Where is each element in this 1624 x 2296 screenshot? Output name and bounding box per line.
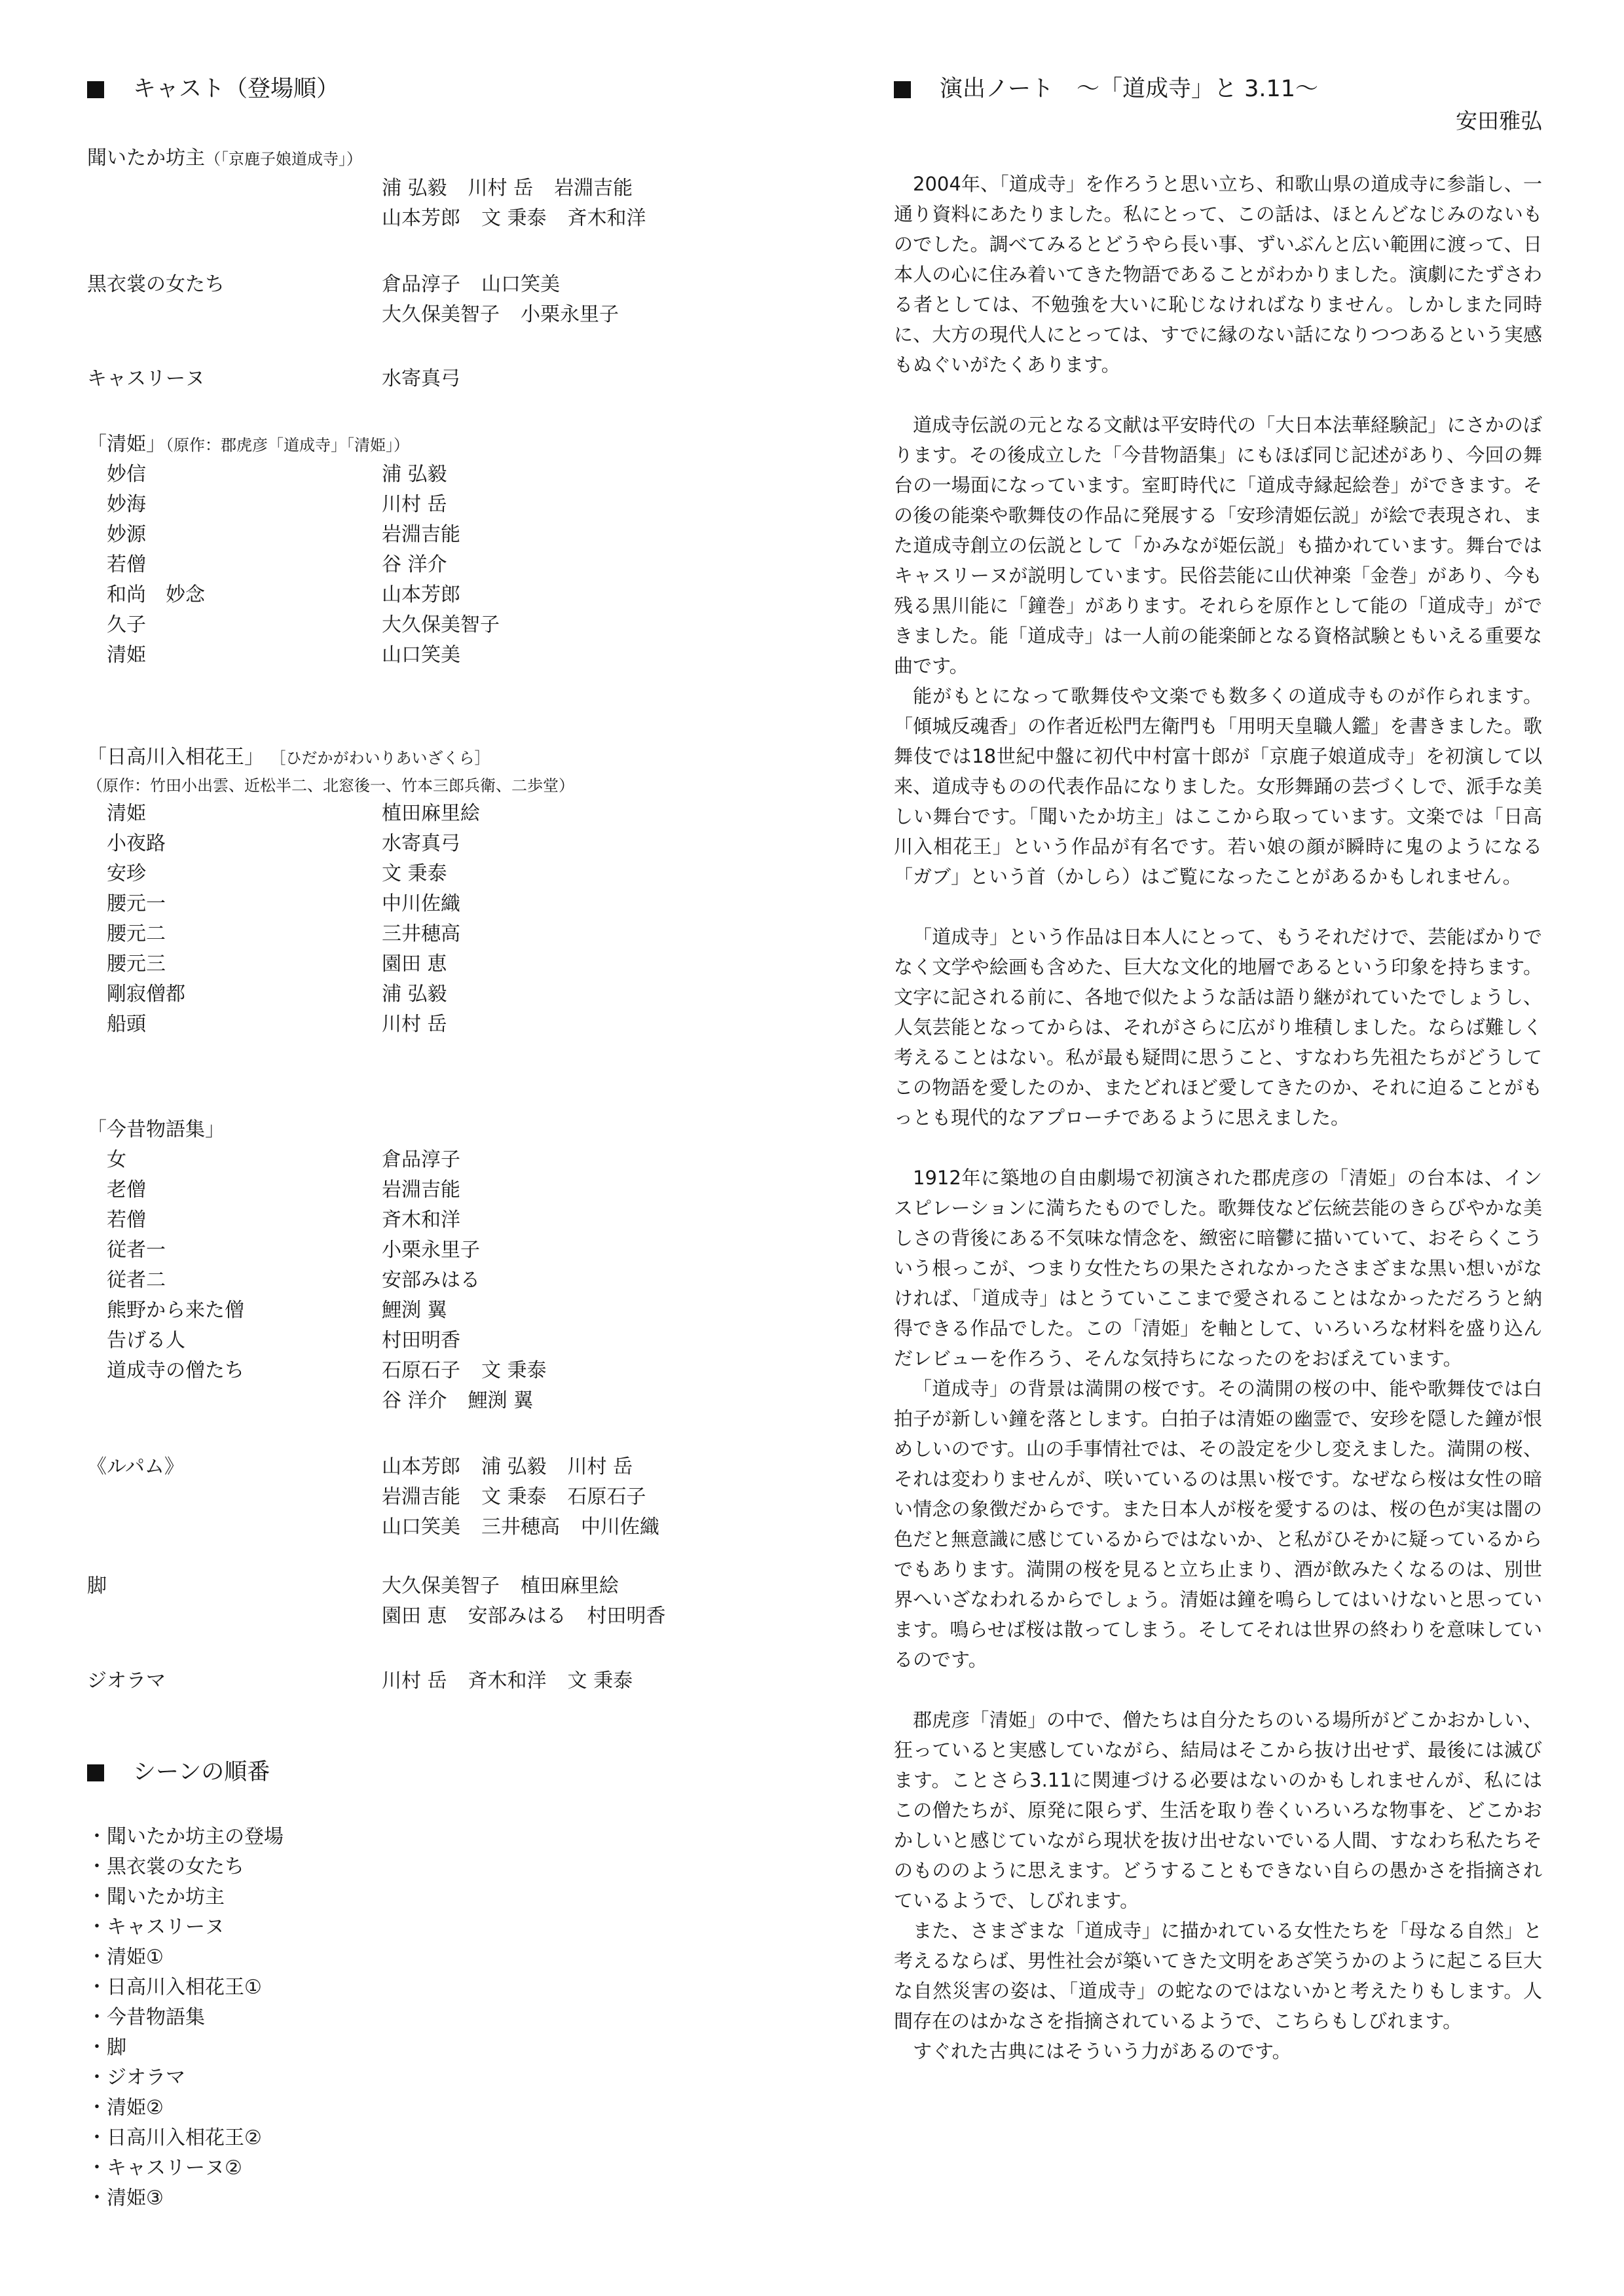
role-name: 黒衣裳の女たち [87,273,225,296]
role-name: 妙海 [107,493,146,516]
cast-row [87,1296,775,1326]
cast-row [87,610,775,640]
cast-row [87,1666,775,1696]
cast-group-hidakagawa [87,742,775,1040]
cast-row [87,550,775,580]
cast-row [87,490,775,520]
actor-name: 山本芳郎 [382,207,460,230]
actor-name: 園田 恵 [382,1605,447,1628]
actor-name: 岩淵吉能 [382,1485,460,1508]
actor-name: 倉品淳子 [382,273,460,296]
list-item: ・日高川入相花王② [87,2126,262,2149]
cast-row [87,1452,775,1482]
role-name: ジオラマ [87,1669,166,1692]
list-item: ・清姫② [87,2096,164,2119]
role-name: 道成寺の僧たち [107,1359,244,1382]
cast-row [87,300,775,330]
role-name: 剛寂僧都 [107,983,185,1006]
role-name: 熊野から来た僧 [107,1299,244,1322]
paragraph: すぐれた古典にはそういう力があるのです。 [913,2040,1291,2062]
actor-name: 鯉渕 翼 [468,1389,534,1412]
actor-name: 村田明香 [587,1605,666,1628]
role-name: 久子 [107,613,146,636]
role-name: 従者二 [107,1269,166,1292]
actor-name: 文 秉泰 [567,1669,633,1692]
cast-row [87,1571,775,1601]
role-name: 清姫 [107,644,146,666]
actor-name: 大久保美智子 [382,303,500,326]
cast-row [87,859,775,889]
cast-group-castreine [87,364,775,394]
actor-name: 山本芳郎 [382,583,460,606]
group-title: 「清姫」（原作：郡虎彦「道成寺」「清姫」） [87,433,409,456]
role-name: 和尚 妙念 [107,583,205,606]
role-name: 清姫 [107,802,146,825]
actor-name: 谷 洋介 [382,553,447,576]
actor-name: 川村 岳 [468,177,534,200]
actor-name: 谷 洋介 [382,1389,447,1412]
actor-name: 三井穂高 [481,1516,560,1539]
group-title: 「日高川入相花王」 ［ひだかがわいりあいざくら］ [87,746,490,769]
actor-name: 浦 弘毅 [382,177,447,200]
role-name: 従者一 [107,1239,166,1262]
cast-row [87,460,775,490]
actor-name: 斉木和洋 [382,1209,460,1231]
cast-row [87,1235,775,1266]
role-name: 若僧 [107,1209,146,1231]
role-name: 脚 [87,1575,107,1597]
actor-name: 文 秉泰 [481,1485,547,1508]
actor-name: 岩淵吉能 [382,1178,460,1201]
actor-name: 大久保美智子 [382,1575,500,1597]
cast-row [87,640,775,670]
actor-name: 岩淵吉能 [382,523,460,546]
cast-row [87,1266,775,1296]
notes-heading: 演出ノート ～「道成寺」と 3.11～ [894,75,1318,103]
role-name: キャスリーヌ [87,367,205,390]
cast-row [87,1145,775,1175]
paragraph: また、さまざまな「道成寺」に描かれている女性たちを「母なる自然」と考えるならば、男性社会が築いてきた文明をあざ笑うかのように起こる巨大な自然災害の姿は、「道成寺」の蛇なのではないかと考えたりもします。人間存在のはかなさを指摘されているようで、こちらもしびれます。 [894,1920,1542,2032]
actor-name: 浦 弘毅 [382,983,447,1006]
paragraph: 「道成寺」の背景は満開の桜です。その満開の桜の中、能や歌舞伎では白拍子が新しい鐘を落とします。白拍子は清姫の幽霊で、安珍を隠した鐘が恨めしいのです。山の手事情社では、その設定を少し変えました。満開の桜、それは変わりませんが、咲いているのは黒い桜です。なぜなら桜は女性の暗い情念の象徴だからです。また日本人が桜を愛するのは、桜の色が実は闇の色だと無意識に感じているからではないか、と私がひそかに疑っているからでもあります。満開の桜を見ると立ち止まり、酒が飲みたくなるのは、別世界へいざなわれるからでしょう。清姫は鐘を鳴らしてはいけないと思っています。鳴らせば桜は散ってしまう。そしてそれは世界の終わりを意味しているのです。 [894,1377,1542,1671]
list-item: ・聞いたか坊主 [87,1886,225,1908]
list-item: ・今昔物語集 [87,2006,205,2029]
actor-name: 安部みはる [468,1605,566,1628]
scene-list [87,1822,284,2214]
actor-name: 斉木和洋 [468,1669,547,1692]
square-bullet-icon [894,81,911,98]
cast-row [87,204,775,234]
role-name: 腰元一 [107,892,166,915]
actor-name: 鯉渕 翼 [382,1299,447,1322]
actor-name: 大久保美智子 [382,613,500,636]
cast-group-kokui [87,270,775,330]
list-item: ・日高川入相花王① [87,1976,262,1999]
actor-name: 山本芳郎 [382,1455,460,1478]
actor-name: 川村 岳 [567,1455,633,1478]
actor-name: 中川佐織 [581,1516,659,1539]
actor-name: 小栗永里子 [521,303,619,326]
cast-group-kiyohime [87,429,775,670]
actor-name: 岩淵吉能 [554,177,633,200]
actor-name: 文 秉泰 [481,207,547,230]
list-item: ・キャスリーヌ [87,1916,225,1939]
actor-name: 文 秉泰 [481,1359,547,1382]
paragraph: 「道成寺」という作品は日本人にとって、もうそれだけで、芸能ばかりでなく文学や絵画も含めた、巨大な文化的地層であるという印象を持ちます。文字に記される前に、各地で似たような話は語り継がれていたでしょうし、人気芸能となってからは、それがさらに広がり堆積しました。ならば難しく考えることはない。私が最も疑問に思うこと、すなわち先祖たちがどうしてこの物語を愛したのか、またどれほど愛してきたのか、それに迫ることがもっとも現代的なアプローチであるように思えました。 [894,926,1542,1129]
cast-group-konjaku [87,1115,775,1416]
cast-group-kikitaka [87,143,775,234]
role-name: 妙源 [107,523,146,546]
role-name: 小夜路 [107,832,166,855]
list-item: ・黒衣裳の女たち [87,1855,244,1878]
cast-row [87,1010,775,1040]
paragraph: 2004年、「道成寺」を作ろうと思い立ち、和歌山県の道成寺に参詣し、一通り資料にあたりました。私にとって、この話は、ほとんどなじみのないものでした。調べてみるとどうやら長い事、ずいぶんと広い範囲に渡って、日本人の心に住み着いてきた物語であることがわかりました。演劇にたずさわる者としては、不勉強を大いに恥じなければなりません。しかしまた同時に、大方の現代人にとっては、すでに縁のない話になりつつあるという実感もぬぐいがたくあります。 [894,173,1542,376]
actor-name: 石原石子 [567,1485,646,1508]
list-item: ・脚 [87,2036,126,2059]
cast-row [87,1205,775,1235]
cast-row [87,919,775,949]
cast-row [87,364,775,394]
role-name: 女 [107,1148,126,1171]
cast-row [87,173,775,204]
author-name: 安田雅弘 [1456,108,1542,134]
actor-name: 浦 弘毅 [382,463,447,486]
actor-name: 川村 岳 [382,493,447,516]
actor-name: 文 秉泰 [382,862,447,885]
scenes-heading: シーンの順番 [87,1758,270,1787]
role-name: 告げる人 [107,1329,185,1352]
square-bullet-icon [87,1764,104,1781]
cast-row [87,979,775,1010]
cast-row [87,1386,775,1416]
cast-group-rupam [87,1452,775,1542]
actor-name: 川村 岳 [382,1669,447,1692]
actor-name: 川村 岳 [382,1013,447,1036]
list-item: ・清姫① [87,1946,164,1969]
actor-name: 三井穂高 [382,922,460,945]
list-item: ・清姫③ [87,2187,164,2210]
actor-name: 植田麻里絵 [382,802,480,825]
role-name: 老僧 [107,1178,146,1201]
role-name: 《ルパム》 [87,1455,184,1478]
actor-name: 山口笑美 [382,644,460,666]
cast-row [87,829,775,859]
actor-name: 村田明香 [382,1329,460,1352]
actor-name: 石原石子 [382,1359,460,1382]
cast-row [87,799,775,829]
list-item: ・キャスリーヌ② [87,2157,242,2179]
paragraph: 郡虎彦「清姫」の中で、僧たちは自分たちのいる場所がどこかおかしい、狂っていると実感していながら、結局はそこから抜け出せず、最後には滅びます。ことさら3.11に関連づける必要はないのかもしれませんが、私にはこの僧たちが、原発に限らず、生活を取り巻くいろいろな物事を、どこかおかしいと感じていながら現状を抜け出せないでいる人間、すなわち私たちそのもののように思えます。どうすることもできない自らの愚かさを指摘されているようで、しびれます。 [894,1709,1542,1912]
group-title: 「今昔物語集」 [87,1118,225,1141]
role-name: 船頭 [107,1013,146,1036]
cast-row [87,949,775,979]
actor-name: 山口笑美 [382,1516,460,1539]
cast-row [87,1512,775,1542]
cast-row [87,580,775,610]
actor-name: 浦 弘毅 [481,1455,547,1478]
cast-row [87,520,775,550]
actor-name: 園田 恵 [382,953,447,975]
role-name: 妙信 [107,463,146,486]
list-item: ・ジオラマ [87,2066,185,2089]
cast-row [87,270,775,300]
actor-name: 水寄真弓 [382,832,460,855]
actor-name: 中川佐織 [382,892,460,915]
cast-heading: キャスト（登場順） [87,75,339,103]
actor-name: 植田麻里絵 [521,1575,619,1597]
paragraph: 能がもとになって歌舞伎や文楽でも数多くの道成寺ものが作られます。「傾城反魂香」の作者近松門左衛門も「用明天皇職人鑑」を書きました。歌舞伎では18世紀中盤に初代中村富十郎が「京鹿子娘道成寺」を初演して以来、道成寺ものの代表作品になりました。女形舞踊の芸づくしで、派手な美しい舞台です。「聞いたか坊主」はここから取っています。文楽では「日高川入相花王」という作品が有名です。若い娘の顔が瞬時に鬼のようになる「ガブ」という首（かしら）はご覧になったことがあるかもしれません。 [894,685,1542,888]
actor-name: 安部みはる [382,1269,480,1292]
actor-name: 倉品淳子 [382,1148,460,1171]
paragraph: 道成寺伝説の元となる文献は平安時代の「大日本法華経験記」にさかのぼります。その後成立した「今昔物語集」にもほぼ同じ記述があり、今回の舞台の一場面になっています。室町時代に「道成寺縁起絵巻」ができます。その後の能楽や歌舞伎の作品に発展する「安珍清姫伝説」が絵で表現され、また道成寺創立の伝説として「かみなが姫伝説」も描かれています。舞台ではキャスリーヌが説明しています。民俗芸能に山伏神楽「金巻」があり、今も残る黒川能に「鐘巻」があります。それらを原作として能の「道成寺」ができました。能「道成寺」は一人前の能楽師となる資格試験ともいえる重要な曲です。 [894,414,1542,677]
director-notes-body [894,169,1542,2066]
cast-group-diorama [87,1666,775,1696]
cast-row [87,1482,775,1512]
cast-row [87,1175,775,1205]
cast-row [87,889,775,919]
role-name: 腰元二 [107,922,166,945]
square-bullet-icon [87,81,104,98]
cast-group-ashi [87,1571,775,1631]
actor-name: 山口笑美 [481,273,560,296]
paragraph: 1912年に築地の自由劇場で初演された郡虎彦の「清姫」の台本は、インスピレーションに満ちたものでした。歌舞伎など伝統芸能のきらびやかな美しさの背後にある不気味な情念を、緻密に暗鬱に描いていて、おそらくこういう根っこが、つまり女性たちの果たされなかったさまざまな黒い想いがなければ、「道成寺」はとうていここまで愛されることはなかっただろうと納得できる作品でした。この「清姫」を軸として、いろいろな材料を盛り込んだレビューを作ろう、そんな気持ちになったのをおぼえています。 [894,1167,1542,1370]
actor-name: 小栗永里子 [382,1239,480,1262]
cast-row [87,1356,775,1386]
cast-row [87,1326,775,1356]
actor-name: 水寄真弓 [382,367,460,390]
source-note: （原作：竹田小出雲、近松半二、北窓後一、竹本三郎兵衛、二歩堂） [87,776,574,795]
role-name: 安珍 [107,862,146,885]
cast-row [87,1601,775,1631]
actor-name: 斉木和洋 [567,207,646,230]
group-title: 聞いたか坊主（「京鹿子娘道成寺」） [87,147,362,170]
list-item: ・聞いたか坊主の登場 [87,1825,284,1848]
role-name: 若僧 [107,553,146,576]
role-name: 腰元三 [107,953,166,975]
